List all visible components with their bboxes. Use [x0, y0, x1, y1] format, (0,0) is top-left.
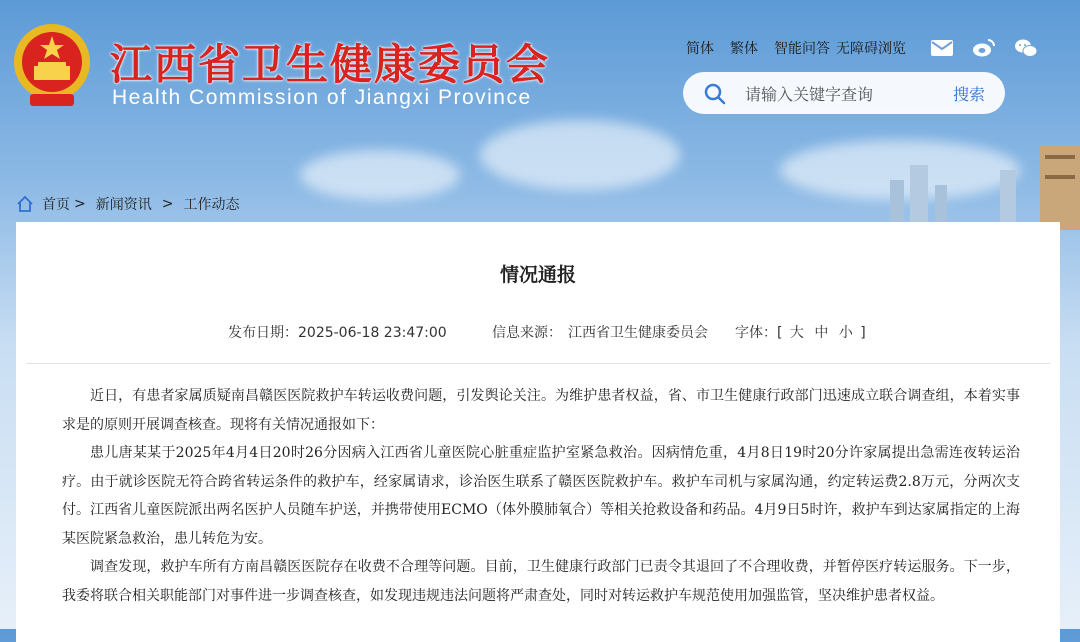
link-traditional[interactable]: 繁体 [730, 41, 758, 57]
source-label: 信息来源： [492, 325, 562, 341]
top-links [686, 38, 906, 58]
link-accessibility[interactable]: 无障碍浏览 [836, 41, 906, 57]
breadcrumb-work-updates[interactable]: 工作动态 [183, 197, 240, 213]
article-panel [16, 222, 1060, 642]
site-title-cn: 江西省卫生健康委员会 [110, 40, 551, 89]
article-meta [228, 322, 866, 342]
article-paragraph: 调查发现，救护车所有方南昌赣医医院存在收费不合理等问题。目前，卫生健康行政部门已责令其退回了不合理收费，并暂停医疗转运服务。下一步，我委将联合相关职能部门对事件进一步调查核查，如发现违规违法问题将严肃查处，同时对转运救护车规范使用加强监管，坚决维护患者权益。 [62, 559, 1020, 604]
link-simplified[interactable]: 简体 [686, 41, 714, 57]
font-size-medium[interactable]: 中 [814, 325, 829, 341]
font-size-small[interactable]: 小 [838, 325, 853, 341]
social-icons [930, 38, 1038, 58]
date-label: 发布日期： [228, 325, 298, 341]
article-body [62, 382, 1020, 610]
divider [26, 363, 1050, 364]
search-box [683, 72, 1005, 114]
font-bracket-close: ] [860, 325, 866, 341]
breadcrumb [16, 194, 239, 214]
weibo-icon[interactable] [972, 38, 996, 58]
national-emblem-icon [12, 22, 92, 108]
search-button[interactable]: 搜索 [953, 85, 986, 104]
breadcrumb-news[interactable]: 新闻资讯 [95, 197, 152, 213]
font-size-label: 字体： [735, 325, 777, 341]
font-bracket-open: [ [777, 325, 783, 341]
article-paragraph: 患儿唐某某于2025年4月4日20时26分因病入江西省儿童医院心脏重症监护室紧急救治。因病情危重，4月8日19时20分许家属提出急需连夜转运治疗。由于就诊医院无符合跨省转运条件的救护车，经家属请求，诊治医生联系了赣医医院救护车。救护车司机与家属沟通，约定转运费2.8万元，分两次支付。江西省儿童医院派出两名医护人员随车护送，并携带使用ECMO（体外膜肺氧合）等相关抢救设备和药品。4月9日5时许，救护车到达家属指定的上海某医院紧急救治，患儿转危为安。 [62, 445, 1020, 547]
breadcrumb-home[interactable]: 首页 [42, 197, 70, 213]
search-input[interactable] [743, 81, 937, 107]
breadcrumb-separator: > [161, 196, 174, 212]
publish-date: 2025-06-18 23:47:00 [298, 325, 447, 341]
mail-icon[interactable] [930, 38, 954, 58]
home-icon[interactable] [16, 195, 34, 213]
breadcrumb-separator: > [74, 196, 86, 212]
link-smart-qa[interactable]: 智能问答 [774, 41, 830, 57]
article-source: 江西省卫生健康委员会 [568, 325, 708, 341]
search-icon [703, 82, 727, 106]
font-size-large[interactable]: 大 [789, 325, 804, 341]
site-header [0, 0, 1080, 185]
article-title: 情况通报 [499, 264, 576, 286]
site-title-en: Health Commission of Jiangxi Province [112, 86, 532, 109]
article-paragraph: 近日，有患者家属质疑南昌赣医医院救护车转运收费问题，引发舆论关注。为维护患者权益，省、市卫生健康行政部门迅速成立联合调查组，本着实事求是的原则开展调查核查。现将有关情况通报如下： [62, 388, 1020, 433]
wechat-icon[interactable] [1014, 38, 1038, 58]
